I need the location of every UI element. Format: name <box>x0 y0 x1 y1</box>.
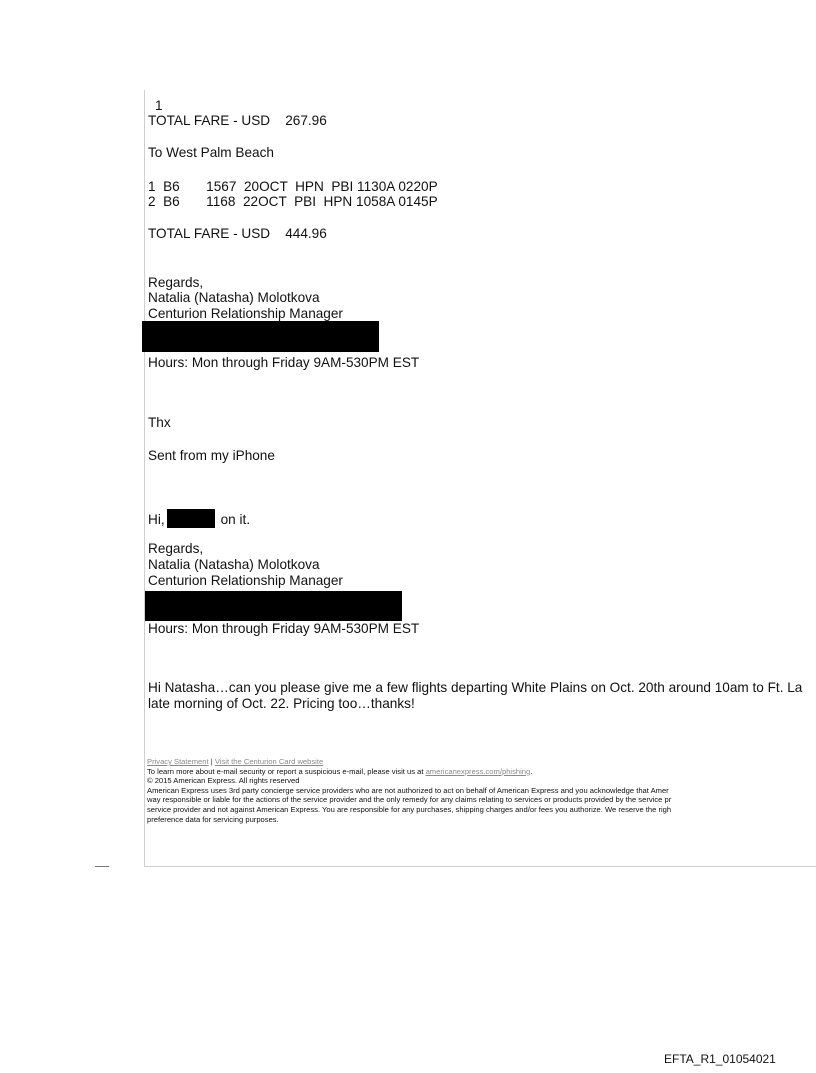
fare-option-number: 1 <box>155 98 163 113</box>
destination-heading: To West Palm Beach <box>148 145 274 160</box>
footer-separator: | <box>210 757 213 766</box>
name-redaction <box>167 509 215 528</box>
phishing-link[interactable]: americanexpress.com/phishing <box>425 766 531 776</box>
signature-title: Centurion Relationship Manager <box>148 306 343 321</box>
sent-from-iphone: Sent from my iPhone <box>148 448 275 463</box>
flight-segment-1: 1 B6 1567 20OCT HPN PBI 1130A 0220P <box>148 179 438 194</box>
redaction-box-2 <box>145 591 402 621</box>
security-text: To learn more about e-mail security or report a suspicious e-mail, please visit us at <box>147 766 424 776</box>
security-notice <box>147 767 671 777</box>
centurion-website-link[interactable]: Visit the Centurion Card website <box>214 757 324 766</box>
bates-number: EFTA_R1_01054021 <box>664 1052 776 1066</box>
signature-regards-2: Regards, <box>148 541 204 556</box>
disclaimer-line-1: American Express uses 3rd party concierge service providers who are not authorized to act on behalf of American Express and you acknowledge that Amer <box>147 785 669 795</box>
total-fare-2: TOTAL FARE - USD 444.96 <box>148 226 327 241</box>
request-line-1: Hi Natasha…can you please give me a few flights departing White Plains on Oct. 20th around 10am to Ft. La <box>148 680 803 695</box>
hi-suffix: on it. <box>220 512 251 527</box>
hi-prefix: Hi, <box>148 512 165 527</box>
email-footer <box>147 757 671 824</box>
signature-name: Natalia (Natasha) Molotkova <box>148 290 320 305</box>
security-end: . <box>530 766 533 776</box>
flight-segment-2: 2 B6 1168 22OCT PBI HPN 1058A 0145P <box>148 194 438 209</box>
email-document <box>144 90 816 867</box>
margin-mark <box>95 866 109 867</box>
signature-title-2: Centurion Relationship Manager <box>148 573 343 588</box>
disclaimer-line-4: preference data for servicing purposes. <box>147 814 279 824</box>
signature-hours-2: Hours: Mon through Friday 9AM-530PM EST <box>148 621 420 636</box>
disclaimer-line-2: way responsible or liable for the actions of the service provider and the only remedy for any claims relating to services or products provided by the service pr <box>147 795 672 805</box>
hi-greeting <box>148 509 250 528</box>
disclaimer-line-3: service provider and not against American Express. You are responsible for any purchases, shipping charges and/or fees you authorize. We reserve the righ <box>147 804 672 814</box>
footer-links <box>147 757 671 767</box>
signature-hours: Hours: Mon through Friday 9AM-530PM EST <box>148 355 420 370</box>
privacy-statement-link[interactable]: Privacy Statement <box>147 757 209 766</box>
copyright: © 2015 American Express. All rights reserved <box>147 776 300 786</box>
signature-name-2: Natalia (Natasha) Molotkova <box>148 557 320 572</box>
signature-regards: Regards, <box>148 275 204 290</box>
redaction-box <box>142 321 379 352</box>
reply-thx: Thx <box>148 415 171 430</box>
total-fare-1: TOTAL FARE - USD 267.96 <box>148 113 327 128</box>
request-line-2: late morning of Oct. 22. Pricing too…thanks! <box>148 696 415 711</box>
